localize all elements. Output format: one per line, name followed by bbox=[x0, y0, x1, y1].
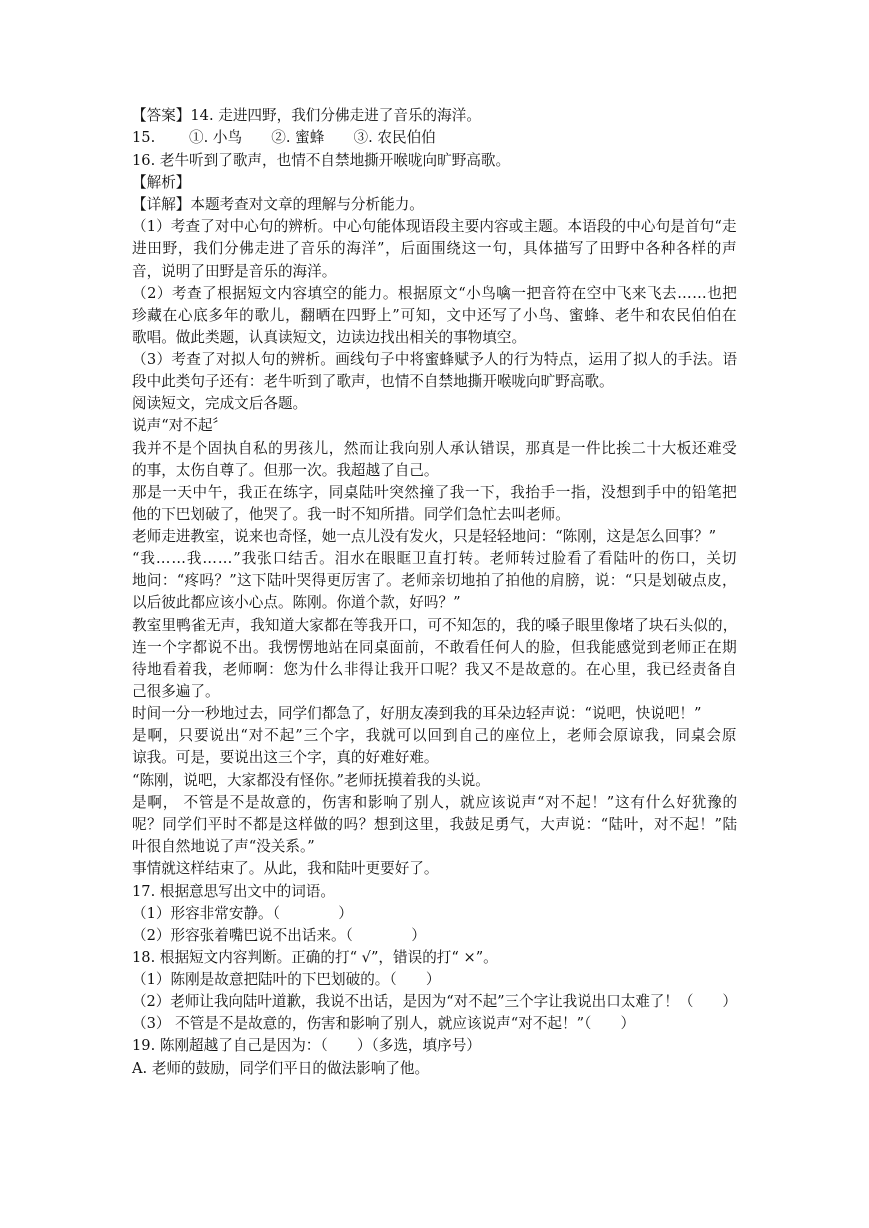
text-line: 连一个字都说不出。我愣愣地站在同桌面前，不敢看任何人的脸，但我能感觉到老师正在期 bbox=[132, 639, 738, 656]
text-line: 己很多遍了。 bbox=[132, 683, 220, 700]
text-line: 他的下巴划破了，他哭了。我一时不知所措。同学们急忙去叫老师。 bbox=[132, 506, 570, 523]
text-line: 事情就这样结束了。从此，我和陆叶更要好了。 bbox=[132, 860, 439, 877]
text-line: （2）形容张着嘴巴说不出话来。（ ） bbox=[132, 927, 426, 944]
text-line: 音，说明了田野是音乐的海洋。 bbox=[132, 263, 337, 280]
text-line: 的事，太伤自尊了。但那一次。我超越了自己。 bbox=[132, 462, 439, 479]
text-line: （2）考查了根据短文内容填空的能力。根据原文“小鸟噙一把音符在空中飞来飞去……也把 bbox=[132, 285, 738, 302]
text-line: （1）考查了对中心句的辨析。中心句能体现语段主要内容或主题。本语段的中心句是首句“走 bbox=[132, 218, 737, 235]
text-line: （1）形容非常安静。（ ） bbox=[132, 905, 353, 922]
text-line: 说声“对不起〞 bbox=[132, 417, 228, 434]
text-line: 那是一天中午，我正在练字，同桌陆叶突然撞了我一下，我抬手一指，没想到手中的铅笔把 bbox=[132, 484, 738, 501]
text-line: 谅我。可是，要说出这三个字，真的好难好难。 bbox=[132, 749, 439, 766]
text-line: （3）考查了对拟人句的辨析。画线句子中将蜜蜂赋予人的行为特点，运用了拟人的手法。语 bbox=[132, 351, 738, 368]
text-line: （3） 不管是不是故意的，伤害和影响了别人，就应该说声“对不起！”（ ） bbox=[132, 1015, 636, 1032]
text-line: （2）老师让我向陆叶道歉，我说不出话，是因为“对不起”三个字让我说出口太难了！（ ） bbox=[132, 993, 737, 1010]
text-line: 歌唱。做此类题，认真读短文，边读边找出相关的事物填空。 bbox=[132, 329, 527, 346]
text-line: 教室里鸭雀无声，我知道大家都在等我开口，可不知怎的，我的嗓子眼里像堵了块石头似的， bbox=[132, 617, 738, 634]
text-line: （1）陈刚是故意把陆叶的下巴划破的。（ ） bbox=[132, 971, 441, 988]
text-line: 呢？同学们平时不都是这样做的吗？想到这里，我鼓足勇气，大声说：“陆叶，对不起！”陆 bbox=[132, 816, 738, 833]
text-line: 待地看着我，老师啊：您为什么非得让我开口呢？我又不是故意的。在心里，我已经责备自 bbox=[132, 661, 738, 678]
text-line: 老师走进教室，说来也奇怪，她一点儿没有发火，只是轻轻地问：“陈刚，这是怎么回事？” bbox=[132, 528, 717, 545]
text-line: A. 老师的鼓励，同学们平日的做法影响了他。 bbox=[132, 1060, 430, 1077]
text-line: 进田野，我们分佛走进了音乐的海洋”，后面围绕这一句，具体描写了田野中各种各样的声 bbox=[132, 240, 738, 257]
text-line: 【答案】14. 走进四野，我们分佛走进了音乐的海洋。 bbox=[132, 107, 481, 124]
text-line: “陈刚，说吧，大家都没有怪你。”老师抚摸着我的头说。 bbox=[132, 772, 490, 789]
text-line: 段中此类句子还有：老牛听到了歌声，也情不自禁地撕开喉咙向旷野高歌。 bbox=[132, 373, 614, 390]
text-line: 【详解】本题考查对文章的理解与分析能力。 bbox=[132, 196, 424, 213]
text-line: 是啊，只要说出“对不起”三个字，我就可以回到自己的座位上，老师会原谅我，同桌会原 bbox=[132, 727, 738, 744]
text-line: 叶很自然地说了声“没关系。” bbox=[132, 838, 315, 855]
text-line: 15. ①. 小鸟 ②. 蜜蜂 ③. 农民伯伯 bbox=[132, 129, 436, 146]
text-line: “我……我……”我张口结舌。泪水在眼眶卫直打转。老师转过脸看了看陆叶的伤口，关切 bbox=[132, 550, 738, 567]
text-line: 时间一分一秒地过去，同学们都急了，好朋友凑到我的耳朵边轻声说：“说吧，快说吧！” bbox=[132, 705, 702, 722]
text-line: 我并不是个固执自私的男孩儿，然而让我向别人承认错误，那真是一件比挨二十大板还难受 bbox=[132, 440, 738, 457]
text-line: 珍藏在心底多年的歌儿，翻晒在四野上”可知，文中还写了小鸟、蜜蜂、老牛和农民伯伯在 bbox=[132, 307, 738, 324]
text-line: 【解析】 bbox=[132, 174, 191, 191]
text-line: 阅读短文，完成文后各题。 bbox=[132, 395, 308, 412]
text-line: 地问：“疼吗？”这下陆叶哭得更厉害了。老师亲切地拍了拍他的肩膀，说：“只是划破点皮， bbox=[132, 572, 737, 589]
text-line: 18. 根据短文内容判断。正确的打“ √”，错误的打“ ×”。 bbox=[132, 949, 498, 966]
text-line: 16. 老牛听到了歌声，也情不自禁地撕开喉咙向旷野高歌。 bbox=[132, 152, 511, 169]
text-line: 是啊， 不管是不是故意的，伤害和影响了别人，就应该说声“对不起！”这有什么好犹豫的 bbox=[132, 794, 738, 811]
text-line: 19. 陈刚超越了自己是因为：（ ）（多选，填序号） bbox=[132, 1037, 481, 1054]
text-line: 17. 根据意思写出文中的词语。 bbox=[132, 883, 335, 900]
text-line: 以后彼此都应该小心点。陈刚。你道个款，好吗？” bbox=[132, 594, 461, 611]
